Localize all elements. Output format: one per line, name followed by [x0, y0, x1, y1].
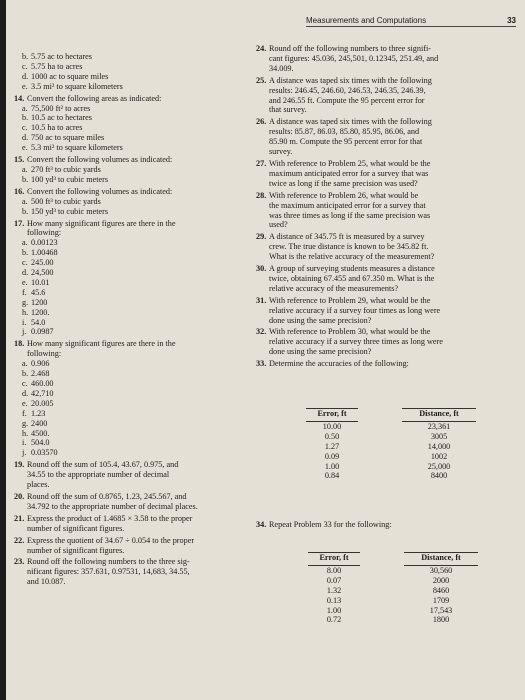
- table-header: Distance, ft: [402, 409, 476, 422]
- sub-item: [14, 82, 254, 92]
- problem-text-continued: that survey.: [269, 105, 307, 115]
- sub-item-label: g.: [22, 418, 29, 428]
- error-cell: 0.13: [326, 595, 342, 605]
- error-cell: 0.50: [324, 431, 340, 441]
- problem-number: 21.: [14, 513, 25, 523]
- problem-text: With reference to Problem 25, what would be the: [269, 158, 431, 168]
- sub-item-label: h.: [22, 428, 29, 438]
- problem-text-continued: 34.55 to the appropriate number of decimal: [27, 470, 170, 480]
- sub-item: [14, 248, 254, 258]
- problem-item: [14, 94, 254, 104]
- sub-item-text: 24,500: [31, 268, 54, 278]
- sub-item-text: 245.00: [31, 258, 54, 268]
- sub-item-label: e.: [22, 143, 28, 153]
- problem-text-continued: crew. The true distance is known to be 345.82 ft.: [269, 242, 429, 252]
- problem-number: 18.: [14, 339, 25, 349]
- table-row: [308, 615, 478, 625]
- error-cell: 0.07: [326, 575, 342, 585]
- sub-item-text: 460.00: [31, 379, 54, 388]
- sub-item-label: d.: [22, 71, 29, 81]
- problem-text: Round off the sum of 105.4, 43.67, 0.975, and: [27, 460, 179, 470]
- problem-item: [256, 76, 521, 86]
- sub-item-label: e.: [22, 398, 28, 408]
- sub-item-text: 1200: [31, 297, 48, 307]
- sub-item-text: 45.6: [31, 287, 46, 297]
- problem-number: 16.: [14, 186, 25, 196]
- distance-cell: 14,000: [427, 441, 451, 451]
- sub-item-text: 2400: [31, 418, 48, 428]
- problem-item: [14, 155, 254, 165]
- sub-item: [14, 72, 254, 82]
- sub-item-label: a.: [22, 164, 28, 174]
- distance-cell: 1002: [430, 451, 448, 461]
- problem-text-continued: places.: [27, 480, 50, 490]
- sub-item-label: b.: [22, 174, 29, 184]
- sub-item-text: 3.5 mi² to square kilometers: [31, 81, 123, 91]
- sub-item: [14, 389, 254, 399]
- problem-item: [256, 327, 521, 337]
- sub-item-text: 750 ac to square miles: [31, 133, 105, 143]
- problem-number: 26.: [256, 117, 267, 127]
- distance-cell: 17,543: [429, 605, 453, 615]
- table-row: [306, 471, 476, 481]
- problem-number: 25.: [256, 75, 267, 85]
- problem-number: 28.: [256, 190, 267, 200]
- table-row: [308, 576, 478, 586]
- problem-number: 14.: [14, 93, 25, 103]
- problem-item: [256, 296, 521, 306]
- problem-text-continued: done using the same precision?: [269, 347, 372, 357]
- sub-item: [14, 238, 254, 248]
- sub-item: [14, 318, 254, 328]
- problem-text-continued: the maximum anticipated error for a survey that: [269, 200, 426, 210]
- problem-text: How many significant figures are there in the: [27, 218, 176, 228]
- problem-item: [256, 264, 521, 274]
- table-row: [306, 452, 476, 462]
- sub-item: [14, 327, 254, 337]
- problem-text-continued: 34.792 to the appropriate number of decimal places.: [27, 501, 198, 511]
- sub-item-label: j.: [22, 327, 27, 337]
- error-cell: 1.32: [326, 585, 342, 595]
- problem-text-continued: relative accuracy of the measurements?: [269, 283, 399, 293]
- sub-item: [14, 268, 254, 278]
- problem-text-continued: and 10.087.: [27, 577, 66, 587]
- error-cell: 0.84: [324, 471, 340, 481]
- problem-item: [256, 117, 521, 127]
- sub-item: [14, 429, 254, 439]
- sub-item-label: c.: [22, 258, 28, 268]
- problem-text: Express the product of 1.4685 × 3.58 to the proper: [27, 513, 193, 523]
- problem-text: With reference to Problem 30, what would be the: [269, 327, 431, 337]
- problem-text-continued: results: 85.87, 86.03, 85.80, 85.95, 86.06, and: [269, 127, 420, 137]
- problem-text-continued: number of significant figures.: [27, 545, 125, 555]
- problem-item: [14, 536, 254, 546]
- problem-text: Convert the following volumes as indicated:: [27, 155, 173, 165]
- problem-number: 30.: [256, 264, 267, 274]
- problem-text-continued: results: 246.45, 246.60, 246.53, 246.35, 246.39,: [269, 85, 426, 95]
- sub-item-label: c.: [22, 123, 28, 133]
- sub-item-label: f.: [22, 287, 27, 297]
- textbook-page: [6, 0, 525, 700]
- table-row: [306, 462, 476, 472]
- problem-text-continued: following:: [27, 349, 62, 359]
- sub-item-label: b.: [22, 369, 29, 379]
- sub-item: [14, 52, 254, 62]
- page-number: 33: [507, 16, 516, 25]
- distance-cell: 30,560: [429, 565, 453, 575]
- sub-item: [14, 113, 254, 123]
- accuracy-table-34: [308, 552, 478, 625]
- problem-text: Round off the sum of 0.8765, 1.23, 245.567, and: [27, 491, 187, 501]
- sub-item: [14, 258, 254, 268]
- sub-item-text: 75,500 ft² to acres: [31, 103, 91, 113]
- sub-item: [14, 133, 254, 143]
- sub-item-label: f.: [22, 408, 27, 418]
- left-column: [14, 52, 254, 587]
- sub-item-label: i.: [22, 317, 27, 327]
- problem-number: 17.: [14, 218, 25, 228]
- problem-text-continued: number of significant figures.: [27, 523, 125, 533]
- sub-item: [14, 104, 254, 114]
- problem-text-continued: survey.: [269, 147, 293, 157]
- problem-text-continued: What is the relative accuracy of the measurement?: [269, 252, 435, 262]
- sub-item-text: 100 yd³ to cubic meters: [31, 174, 109, 184]
- sub-item-text: 150 yd³ to cubic meters: [31, 206, 109, 216]
- sub-item: [14, 379, 254, 389]
- sub-item: [14, 399, 254, 409]
- sub-item: [14, 369, 254, 379]
- sub-item-label: d.: [22, 268, 29, 278]
- distance-cell: 2000: [432, 575, 450, 585]
- problem-item: [14, 339, 254, 349]
- sub-item-text: 10.01: [31, 277, 50, 287]
- sub-item-label: i.: [22, 438, 27, 448]
- problem-item: [14, 492, 254, 502]
- problem-text-continued: 85.90 m. Compute the 95 percent error for that: [269, 137, 423, 147]
- sub-item: [14, 438, 254, 448]
- sub-item-text: 10.5 ha to acres: [31, 123, 83, 133]
- running-title: Measurements and Computations: [306, 16, 427, 25]
- problem-number: 23.: [14, 557, 25, 567]
- table-row: [306, 442, 476, 452]
- sub-item-label: e.: [22, 81, 28, 91]
- sub-item-label: a.: [22, 238, 28, 248]
- sub-item-text: 42,710: [31, 388, 54, 398]
- sub-item-label: b.: [22, 206, 29, 216]
- problem-number: 34.: [256, 520, 267, 529]
- problem-text: A distance was taped six times with the following: [269, 117, 432, 127]
- sub-item-text: 1.00468: [31, 248, 58, 258]
- problem-number: 24.: [256, 44, 267, 53]
- problem-text: A distance was taped six times with the following: [269, 75, 432, 85]
- table-row: [308, 586, 478, 596]
- table-row: [306, 421, 476, 431]
- problem-item: [14, 219, 254, 229]
- problem-text: Round off the following numbers to the three sig-: [27, 557, 190, 567]
- sub-item-label: c.: [22, 379, 28, 388]
- sub-item-text: 2.468: [31, 369, 50, 379]
- problem-text-continued: twice as long if the same precision was used?: [269, 178, 418, 188]
- distance-cell: 3005: [430, 431, 448, 441]
- error-cell: 1.00: [326, 605, 342, 615]
- sub-item: [14, 288, 254, 298]
- distance-cell: 1709: [432, 595, 450, 605]
- sub-item: [14, 308, 254, 318]
- sub-item-text: 20.005: [31, 398, 54, 408]
- problem-text-continued: cant figures: 45.036, 245,501, 0.12345, 251.49, and: [269, 53, 439, 63]
- problem-number: 33.: [256, 359, 267, 369]
- table-row: [308, 606, 478, 616]
- sub-item-text: 1000 ac to square miles: [31, 71, 109, 81]
- problem-text: With reference to Problem 29, what would be the: [269, 295, 431, 305]
- page-header: [306, 16, 516, 27]
- sub-item-text: 270 ft³ to cubic yards: [31, 164, 101, 174]
- sub-item: [14, 448, 254, 458]
- sub-item-label: b.: [22, 248, 29, 258]
- table-header: Error, ft: [306, 409, 358, 422]
- sub-item-label: h.: [22, 307, 29, 317]
- error-cell: 1.00: [324, 461, 340, 471]
- sub-item-label: e.: [22, 277, 28, 287]
- sub-item-label: a.: [22, 196, 28, 206]
- problem-number: 19.: [14, 460, 25, 470]
- problem-text-continued: done using the same precision?: [269, 315, 372, 325]
- problem-text-continued: used?: [269, 220, 288, 230]
- sub-item-text: 10.5 ac to hectares: [31, 113, 92, 123]
- sub-item-text: 5.75 ac to hectares: [31, 52, 92, 61]
- error-cell: 0.09: [324, 451, 340, 461]
- problem-34: [256, 520, 521, 530]
- problem-item: [256, 232, 521, 242]
- problem-number: 32.: [256, 327, 267, 337]
- distance-cell: 25,000: [427, 461, 451, 471]
- sub-item-text: 4500.: [31, 428, 50, 438]
- sub-item: [14, 175, 254, 185]
- sub-item-label: a.: [22, 359, 28, 369]
- problem-text-continued: relative accuracy if a survey three times as long were: [269, 337, 443, 347]
- problem-text-continued: following:: [27, 228, 62, 238]
- problem-item: [256, 191, 521, 201]
- problem-item: [14, 557, 254, 567]
- problem-text: Repeat Problem 33 for the following:: [269, 520, 392, 529]
- problem-text-continued: 34.009.: [269, 63, 294, 73]
- problem-number: 29.: [256, 232, 267, 242]
- sub-item-text: 500 ft³ to cubic yards: [31, 196, 101, 206]
- problem-number: 20.: [14, 491, 25, 501]
- distance-cell: 8460: [432, 585, 450, 595]
- distance-cell: 23,361: [427, 421, 451, 431]
- sub-item-text: 0.0987: [31, 327, 54, 337]
- problem-item: [14, 514, 254, 524]
- table-header: Error, ft: [308, 553, 360, 566]
- problem-item: [256, 44, 521, 54]
- sub-item: [14, 123, 254, 133]
- sub-item-label: d.: [22, 133, 29, 143]
- problem-item: [14, 460, 254, 470]
- sub-item: [14, 359, 254, 369]
- sub-item-text: 1.23: [31, 408, 46, 418]
- problem-text-continued: twice, obtaining 67.455 and 67.350 m. What is the: [269, 273, 435, 283]
- sub-item: [14, 278, 254, 288]
- sub-item-label: d.: [22, 388, 29, 398]
- sub-item: [14, 143, 254, 153]
- problem-number: 27.: [256, 158, 267, 168]
- sub-item-text: 54.0: [31, 317, 46, 327]
- sub-item-text: 0.906: [31, 359, 50, 369]
- sub-item-text: 504.0: [31, 438, 50, 448]
- sub-item-text: 1200.: [31, 307, 50, 317]
- sub-item: [14, 207, 254, 217]
- problem-text: Round off the following numbers to three signifi-: [269, 44, 431, 53]
- sub-item-label: b.: [22, 52, 29, 61]
- right-column: [256, 44, 521, 369]
- sub-item: [14, 298, 254, 308]
- table-row: [306, 432, 476, 442]
- problem-text: A group of surveying students measures a distance: [269, 264, 435, 274]
- sub-item: [14, 197, 254, 207]
- sub-item: [14, 419, 254, 429]
- sub-item-label: b.: [22, 113, 29, 123]
- problem-text-continued: and 246.55 ft. Compute the 95 percent error for: [269, 95, 425, 105]
- problem-item: [256, 359, 521, 369]
- problem-item: [256, 159, 521, 169]
- table-row: [308, 565, 478, 575]
- problem-number: 15.: [14, 155, 25, 165]
- sub-item-text: 0.03570: [31, 448, 58, 458]
- problem-text: How many significant figures are there in the: [27, 339, 176, 349]
- problem-text-continued: nificant figures: 357.631, 0.97531, 14,683, 34.55,: [27, 567, 190, 577]
- sub-item: [14, 165, 254, 175]
- problem-text: A distance of 345.75 ft is measured by a survey: [269, 232, 425, 242]
- problem-text: Convert the following areas as indicated:: [27, 93, 162, 103]
- problem-text: Determine the accuracies of the following:: [269, 359, 409, 369]
- sub-item-text: 5.3 mi² to square kilometers: [31, 143, 123, 153]
- error-cell: 10.00: [322, 421, 342, 431]
- problem-text-continued: maximum anticipated error for a survey that was: [269, 168, 429, 178]
- problem-text: Convert the following volumes as indicated:: [27, 186, 173, 196]
- accuracy-table-33: [306, 408, 476, 481]
- problem-text: With reference to Problem 26, what would be: [269, 190, 419, 200]
- problem-number: 22.: [14, 535, 25, 545]
- sub-item-label: a.: [22, 103, 28, 113]
- sub-item-text: 5.75 ha to acres: [31, 61, 83, 71]
- error-cell: 1.27: [324, 441, 340, 451]
- distance-cell: 8400: [430, 471, 448, 481]
- sub-item-label: c.: [22, 61, 28, 71]
- error-cell: 0.72: [326, 615, 342, 625]
- sub-item-label: g.: [22, 297, 29, 307]
- problem-text: Express the quotient of 34.67 ÷ 0.054 to the proper: [27, 535, 195, 545]
- sub-item-text: 0.00123: [31, 238, 58, 248]
- sub-item-label: j.: [22, 448, 27, 458]
- problem-number: 31.: [256, 295, 267, 305]
- sub-item: [14, 62, 254, 72]
- table-header: Distance, ft: [404, 553, 478, 566]
- distance-cell: 1800: [432, 615, 450, 625]
- problem-text-continued: was three times as long if the same precision was: [269, 210, 431, 220]
- problem-item: [14, 187, 254, 197]
- problem-text-continued: relative accuracy if a survey four times as long were: [269, 305, 441, 315]
- sub-item: [14, 409, 254, 419]
- error-cell: 8.00: [326, 565, 342, 575]
- table-row: [308, 596, 478, 606]
